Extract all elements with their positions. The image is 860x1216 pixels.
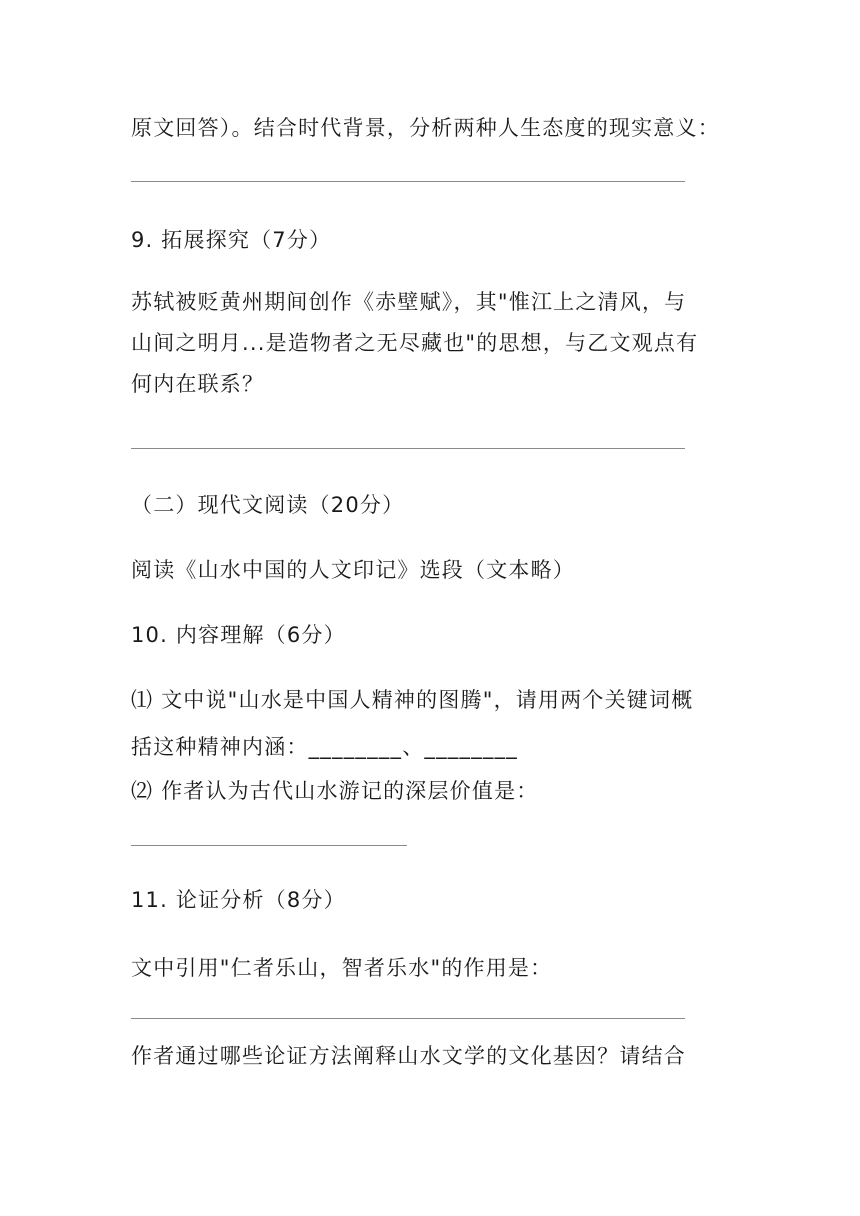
- answer-line-4: [131, 1018, 685, 1019]
- question-10-2-text: ⑵ 作者认为古代山水游记的深层价值是：: [131, 779, 539, 803]
- question-9-text-2: 山间之明月...是造物者之无尽藏也"的思想，与乙文观点有: [131, 331, 699, 355]
- question-11-text-1: 文中引用"仁者乐山，智者乐水"的作用是：: [131, 956, 553, 980]
- answer-line-1: [131, 181, 685, 182]
- question-11-text-2: 作者通过哪些论证方法阐释山水文学的文化基因？请结合: [131, 1044, 686, 1068]
- answer-line-2: [131, 448, 685, 449]
- question-11-heading: 11. 论证分析（8分）: [131, 888, 346, 912]
- text-line-1: 原文回答）。结合时代背景，分析两种人生态度的现实意义：: [131, 116, 720, 140]
- question-10-1-text-1: ⑴ 文中说"山水是中国人精神的图腾"，请用两个关键词概: [131, 688, 694, 712]
- reading-instruction: 阅读《山水中国的人文印记》选段（文本略）: [131, 558, 575, 582]
- question-9-text-3: 何内在联系？: [131, 372, 265, 396]
- question-9-text-1: 苏轼被贬黄州期间创作《赤壁赋》，其"惟江上之清风，与: [131, 290, 687, 314]
- section-modern-reading-heading: （二）现代文阅读（20分）: [131, 493, 405, 517]
- question-10-1-text-2: 括这种精神内涵：________、________: [131, 735, 518, 759]
- answer-line-3: [131, 845, 407, 846]
- question-10-heading: 10. 内容理解（6分）: [131, 623, 346, 647]
- question-9-heading: 9. 拓展探究（7分）: [131, 228, 332, 252]
